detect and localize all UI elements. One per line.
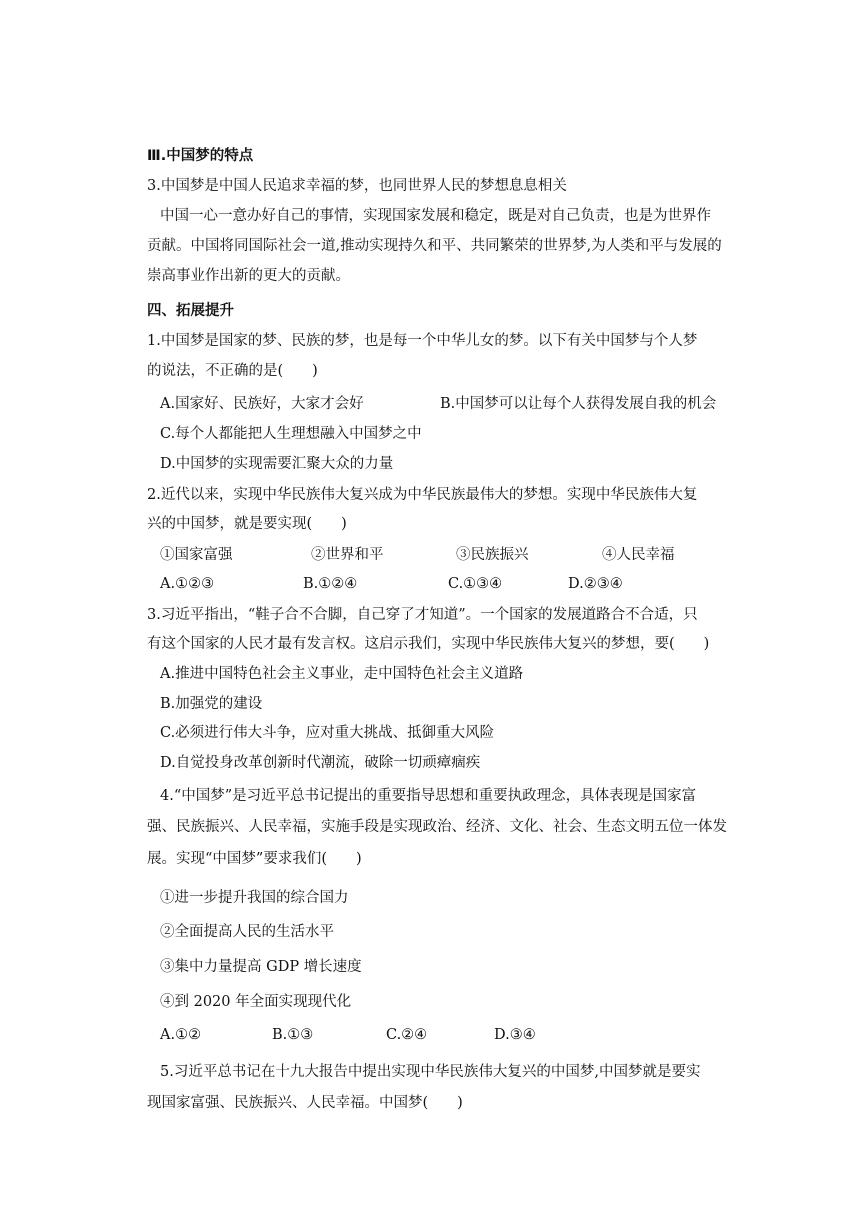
section-heading-iii: Ⅲ.中国梦的特点 xyxy=(147,148,254,164)
q4-item-1: ①进一步提升我国的综合国力 xyxy=(160,890,349,906)
q3-option-a: A.推进中国特色社会主义事业，走中国特色社会主义道路 xyxy=(160,666,524,682)
point-3-body-line-2: 贡献。中国将同国际社会一道,推动实现持久和平、共同繁荣的世界梦,为人类和平与发展的 xyxy=(147,238,722,254)
q4-option-c: C.②④ xyxy=(386,1027,428,1043)
q2-stem-line-1: 2.近代以来，实现中华民族伟大复兴成为中华民族最伟大的梦想。实现中华民族伟大复 xyxy=(147,487,698,503)
q2-items-row xyxy=(160,545,760,565)
q1-options-row-1 xyxy=(160,394,760,414)
q2-item-3: ③民族振兴 xyxy=(456,547,529,563)
q4-item-3: ③集中力量提高 GDP 增长速度 xyxy=(160,959,362,975)
q4-stem-line-3: 展。实现“中国梦”要求我们( ) xyxy=(147,851,362,867)
q2-options-row xyxy=(160,574,760,594)
point-3-body-line-1: 中国一心一意办好自己的事情，实现国家发展和稳定，既是对自己负责，也是为世界作 xyxy=(160,208,711,224)
q4-option-d: D.③④ xyxy=(494,1027,536,1043)
q1-stem-line-2: 的说法，不正确的是( ) xyxy=(147,363,318,379)
q2-stem-line-2: 兴的中国梦，就是要实现( ) xyxy=(147,516,347,532)
q5-stem-line-1: 5.习近平总书记在十九大报告中提出实现中华民族伟大复兴的中国梦,中国梦就是要实 xyxy=(160,1064,701,1080)
q1-option-a: A.国家好、民族好，大家才会好 xyxy=(160,396,364,412)
q5-stem-line-2: 现国家富强、民族振兴、人民幸福。中国梦( ) xyxy=(147,1095,463,1111)
q2-item-1: ①国家富强 xyxy=(160,547,233,563)
point-3-title: 3.中国梦是中国人民追求幸福的梦，也同世界人民的梦想息息相关 xyxy=(147,178,567,194)
q2-option-c: C.①③④ xyxy=(448,576,503,592)
q1-option-d: D.中国梦的实现需要汇聚大众的力量 xyxy=(160,456,394,472)
q4-item-2: ②全面提高人民的生活水平 xyxy=(160,924,334,940)
q1-option-c: C.每个人都能把人生理想融入中国梦之中 xyxy=(160,426,422,442)
q4-stem-line-2: 强、民族振兴、人民幸福，实施手段是实现政治、经济、文化、社会、生态文明五位一体发 xyxy=(147,819,727,835)
q2-option-d: D.②③④ xyxy=(568,576,623,592)
q4-option-a: A.①② xyxy=(160,1027,202,1043)
q4-option-b: B.①③ xyxy=(272,1027,314,1043)
q2-option-b: B.①②④ xyxy=(303,576,358,592)
q3-stem-line-2: 有这个国家的人民才最有发言权。这启示我们，实现中华民族伟大复兴的梦想，要( ) xyxy=(147,636,710,652)
q3-option-d: D.自觉投身改革创新时代潮流，破除一切顽瘴痼疾 xyxy=(160,755,481,771)
q4-stem-line-1: 4.“中国梦”是习近平总书记提出的重要指导思想和重要执政理念，具体表现是国家富 xyxy=(160,788,697,804)
q2-option-a: A.①②③ xyxy=(160,576,215,592)
q2-item-2: ②世界和平 xyxy=(311,547,384,563)
point-3-body-line-3: 崇高事业作出新的更大的贡献。 xyxy=(147,268,350,284)
q4-options-row xyxy=(160,1025,760,1045)
q3-option-b: B.加强党的建设 xyxy=(160,696,263,712)
q3-option-c: C.必须进行伟大斗争，应对重大挑战、抵御重大风险 xyxy=(160,725,495,741)
q4-item-4: ④到 2020 年全面实现现代化 xyxy=(160,994,352,1010)
q1-option-b: B.中国梦可以让每个人获得发展自我的机会 xyxy=(440,396,717,412)
section-heading-iv: 四、拓展提升 xyxy=(147,303,234,319)
q1-stem-line-1: 1.中国梦是国家的梦、民族的梦，也是每一个中华儿女的梦。以下有关中国梦与个人梦 xyxy=(147,333,698,349)
q2-item-4: ④人民幸福 xyxy=(602,547,675,563)
q3-stem-line-1: 3.习近平指出，“鞋子合不合脚，自己穿了才知道”。一个国家的发展道路合不合适，只 xyxy=(147,607,698,623)
